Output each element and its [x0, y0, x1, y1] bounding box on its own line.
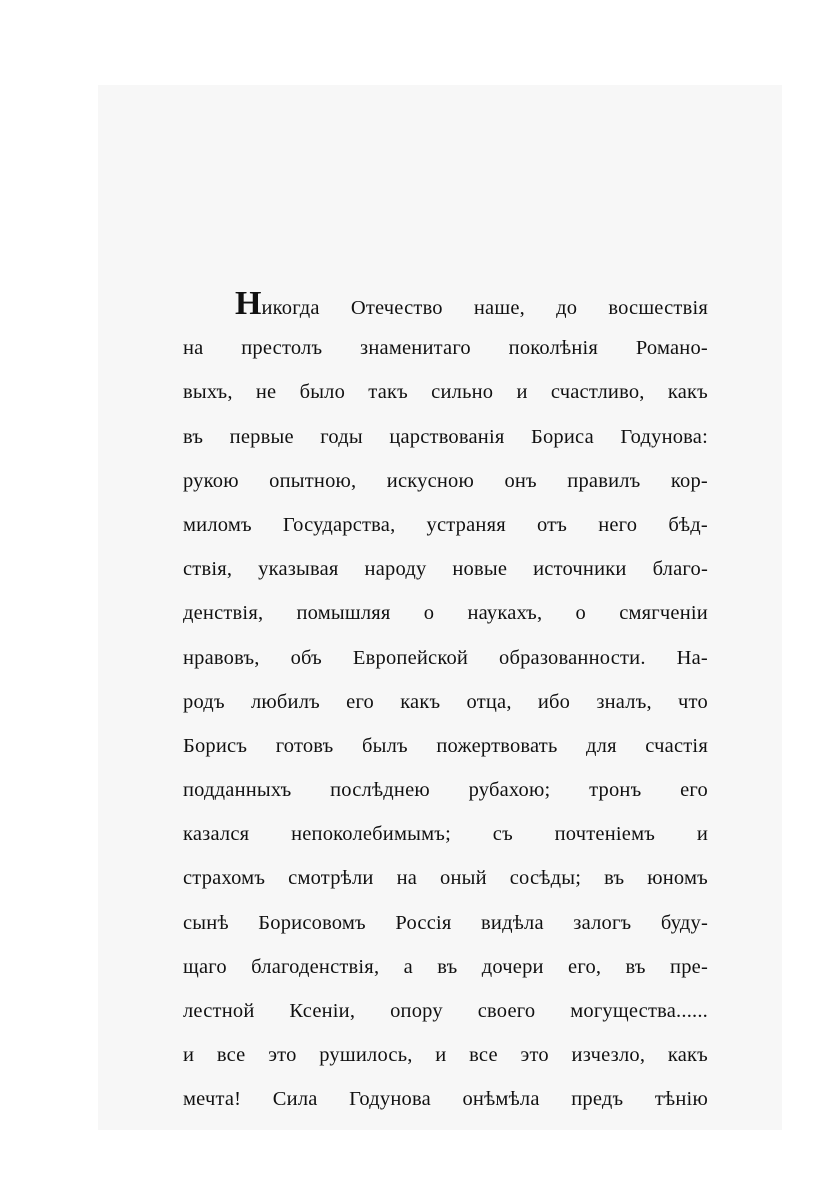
text-line: [183, 326, 708, 370]
word: Годунова: [349, 1088, 431, 1111]
word: а: [403, 955, 413, 978]
word: это: [268, 1044, 297, 1067]
word: казался: [183, 823, 250, 846]
text-line: [183, 768, 708, 812]
text-line: [183, 812, 708, 856]
word: помышляя: [296, 602, 391, 625]
word: въ: [625, 955, 646, 978]
word: страхомъ: [183, 867, 266, 890]
text-line: [183, 459, 708, 503]
word: престолъ: [241, 337, 323, 360]
word: опытною,: [269, 469, 357, 492]
text-line: [183, 282, 708, 326]
word: тронъ: [589, 779, 642, 802]
word: съ: [492, 823, 513, 846]
word: Государства,: [282, 513, 396, 536]
word: это: [520, 1044, 549, 1067]
word: восшествія: [608, 297, 708, 319]
word: его: [346, 690, 374, 713]
word: юномъ: [647, 867, 708, 890]
word: щаго: [183, 955, 227, 978]
word: кор-: [670, 469, 708, 492]
word: о: [423, 602, 435, 625]
word: мечта!: [183, 1088, 242, 1111]
word: могущества......: [570, 1000, 708, 1022]
word: смотрѣли: [288, 867, 374, 890]
word: Борисовомъ: [258, 911, 366, 934]
text-line: [183, 1077, 708, 1121]
word: видѣла: [481, 911, 544, 934]
word: его,: [568, 955, 602, 978]
word: своего: [477, 1000, 536, 1022]
word: и: [183, 1044, 195, 1067]
word: счастія: [645, 734, 708, 757]
text-line: [183, 945, 708, 989]
word: зналъ,: [596, 690, 652, 713]
word: его: [680, 779, 708, 802]
word: выхъ,: [183, 381, 233, 404]
drop-cap: Н: [235, 285, 262, 322]
word: годы: [320, 425, 363, 448]
text-line: [183, 856, 708, 900]
text-line: [183, 370, 708, 414]
word: него: [598, 513, 638, 536]
word: какъ: [667, 1044, 708, 1067]
word: наукахъ,: [467, 602, 543, 625]
word: готовъ: [275, 734, 334, 757]
word: оный: [440, 867, 487, 890]
word: миломъ: [183, 513, 252, 536]
text-line: [183, 724, 708, 768]
word: Европейской: [352, 646, 469, 669]
text-line: [183, 1033, 708, 1077]
word: ствія,: [183, 558, 233, 581]
body-text: [183, 282, 708, 1122]
word: объ: [290, 646, 322, 669]
word: дочери: [481, 955, 544, 978]
word: Россія: [395, 911, 452, 934]
word: новые: [452, 558, 508, 581]
word: Сила: [272, 1088, 318, 1111]
word: Бориса: [530, 425, 594, 448]
word: непоколебимымъ;: [291, 823, 451, 846]
word: и: [696, 823, 708, 846]
word: Отечество: [350, 297, 443, 319]
word: въ: [604, 867, 625, 890]
word: пожертвовать: [436, 734, 558, 757]
word: правилъ: [567, 469, 641, 492]
text-line: [183, 503, 708, 547]
word: царствованія: [389, 425, 505, 448]
word: [235, 282, 320, 330]
text-line: [183, 680, 708, 724]
word: что: [678, 690, 708, 713]
word: отъ: [536, 513, 568, 536]
word: о: [575, 602, 586, 625]
word: послѣднею: [330, 779, 430, 802]
word: смягченіи: [619, 602, 708, 625]
word: и: [516, 381, 528, 404]
word: въ: [183, 425, 204, 448]
text-line: [183, 901, 708, 945]
word: Борисъ: [183, 734, 248, 757]
word: сильно: [431, 381, 494, 404]
word: почтеніемъ: [554, 823, 656, 846]
text-line: [183, 989, 708, 1033]
word: подданныхъ: [183, 779, 292, 802]
word: родъ: [183, 690, 225, 713]
word: буду-: [660, 911, 708, 934]
word: опору: [390, 1000, 443, 1022]
word: образованности.: [499, 646, 646, 669]
word: былъ: [362, 734, 408, 757]
word: онъ: [504, 469, 537, 492]
word: изчезло,: [571, 1044, 646, 1067]
word: бѣд-: [668, 513, 708, 536]
word: сынѣ: [183, 911, 229, 934]
word: наше,: [473, 297, 525, 319]
word: искусною: [386, 469, 475, 492]
word: предъ: [571, 1088, 624, 1111]
word: благо-: [652, 558, 708, 581]
word: устраняя: [426, 513, 506, 536]
word: какъ: [400, 690, 441, 713]
word: поколѣнія: [508, 337, 599, 360]
word: На-: [676, 646, 708, 669]
text-line: [183, 636, 708, 680]
word: тѣнію: [654, 1088, 708, 1111]
word: пре-: [670, 955, 708, 978]
word: рубахою;: [468, 779, 551, 802]
word: ибо: [537, 690, 571, 713]
word: источники: [533, 558, 627, 581]
word: указывая: [258, 558, 339, 581]
word: на: [183, 337, 204, 360]
word: рукою: [183, 469, 239, 492]
word: первые: [229, 425, 294, 448]
word: благоденствія,: [251, 955, 380, 978]
text-line: [183, 415, 708, 459]
word: Романо-: [635, 337, 708, 360]
word: лестной: [183, 1000, 255, 1022]
word: онѣмѣла: [462, 1088, 540, 1111]
word: любилъ: [250, 690, 320, 713]
word: не: [255, 381, 277, 404]
word: все: [469, 1044, 498, 1067]
word: нравовъ,: [183, 646, 260, 669]
word: все: [216, 1044, 246, 1067]
word: сосѣды;: [509, 867, 582, 890]
word: денствія,: [183, 602, 264, 625]
word: залогъ: [573, 911, 632, 934]
word: для: [586, 734, 617, 757]
word: народу: [364, 558, 427, 581]
word: до: [556, 297, 578, 319]
word: было: [299, 381, 346, 404]
word: Годунова:: [620, 425, 708, 448]
word: знаменитаго: [360, 337, 471, 360]
text-line: [183, 591, 708, 635]
word: какъ: [667, 381, 708, 404]
word: въ: [437, 955, 458, 978]
text-line: [183, 547, 708, 591]
word: и: [435, 1044, 447, 1067]
word: отца,: [466, 690, 512, 713]
word-rest: икогда: [261, 297, 320, 319]
word: на: [396, 867, 418, 890]
word: такъ: [368, 381, 408, 404]
word: Ксеніи,: [289, 1000, 356, 1022]
word: счастливо,: [550, 381, 645, 404]
word: рушилось,: [319, 1044, 413, 1067]
